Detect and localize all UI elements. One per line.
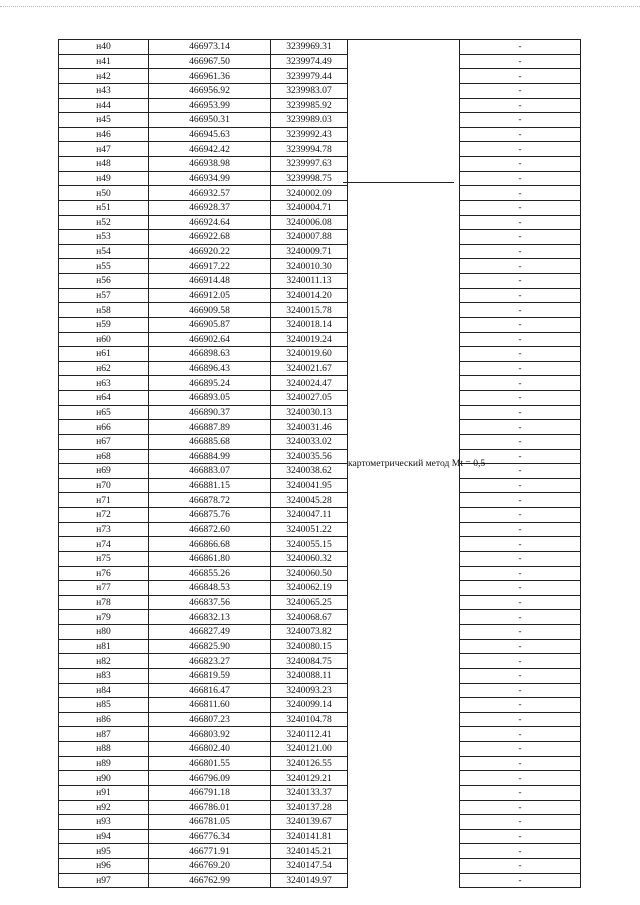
y-coordinate-cell: 3240145.21 xyxy=(271,844,348,859)
value-cell: - xyxy=(460,815,581,830)
y-coordinate-cell: 3239992.43 xyxy=(271,127,348,142)
x-coordinate-cell: 466791.18 xyxy=(149,785,271,800)
scan-top-edge xyxy=(0,6,640,7)
table-row xyxy=(59,742,581,757)
point-id-cell: н50 xyxy=(59,186,149,201)
value-cell: - xyxy=(460,785,581,800)
table-row xyxy=(59,698,581,713)
table-row xyxy=(59,829,581,844)
y-coordinate-cell: 3240019.24 xyxy=(271,332,348,347)
y-coordinate-cell: 3240129.21 xyxy=(271,771,348,786)
y-coordinate-cell: 3240015.78 xyxy=(271,303,348,318)
point-id-cell: н61 xyxy=(59,347,149,362)
point-id-cell: н85 xyxy=(59,698,149,713)
y-coordinate-cell: 3240112.41 xyxy=(271,727,348,742)
table-row xyxy=(59,303,581,318)
point-id-cell: н95 xyxy=(59,844,149,859)
table-row xyxy=(59,288,581,303)
point-id-cell: н47 xyxy=(59,142,149,157)
point-id-cell: н76 xyxy=(59,566,149,581)
coordinates-table xyxy=(58,39,581,888)
point-id-cell: н56 xyxy=(59,274,149,289)
x-coordinate-cell: 466866.68 xyxy=(149,537,271,552)
point-id-cell: н64 xyxy=(59,391,149,406)
table-row xyxy=(59,873,581,888)
y-coordinate-cell: 3240033.02 xyxy=(271,434,348,449)
point-id-cell: н43 xyxy=(59,83,149,98)
table-row xyxy=(59,464,581,479)
table-row xyxy=(59,844,581,859)
value-cell: - xyxy=(460,464,581,479)
value-cell: - xyxy=(460,274,581,289)
value-cell: - xyxy=(460,712,581,727)
point-id-cell: н84 xyxy=(59,683,149,698)
y-coordinate-cell: 3240060.32 xyxy=(271,551,348,566)
value-cell: - xyxy=(460,434,581,449)
value-cell: - xyxy=(460,859,581,874)
point-id-cell: н63 xyxy=(59,376,149,391)
x-coordinate-cell: 466890.37 xyxy=(149,405,271,420)
x-coordinate-cell: 466861.80 xyxy=(149,551,271,566)
x-coordinate-cell: 466811.60 xyxy=(149,698,271,713)
point-id-cell: н45 xyxy=(59,113,149,128)
x-coordinate-cell: 466942.42 xyxy=(149,142,271,157)
y-coordinate-cell: 3240068.67 xyxy=(271,610,348,625)
value-cell: - xyxy=(460,771,581,786)
value-cell: - xyxy=(460,551,581,566)
y-coordinate-cell: 3240030.13 xyxy=(271,405,348,420)
value-cell: - xyxy=(460,83,581,98)
table-row xyxy=(59,244,581,259)
x-coordinate-cell: 466801.55 xyxy=(149,756,271,771)
point-id-cell: н57 xyxy=(59,288,149,303)
y-coordinate-cell: 3240010.30 xyxy=(271,259,348,274)
x-coordinate-cell: 466973.14 xyxy=(149,40,271,55)
point-id-cell: н44 xyxy=(59,98,149,113)
x-coordinate-cell: 466893.05 xyxy=(149,391,271,406)
x-coordinate-cell: 466909.58 xyxy=(149,303,271,318)
table-row xyxy=(59,771,581,786)
x-coordinate-cell: 466928.37 xyxy=(149,200,271,215)
y-coordinate-cell: 3240073.82 xyxy=(271,625,348,640)
point-id-cell: н69 xyxy=(59,464,149,479)
table-row xyxy=(59,756,581,771)
value-cell: - xyxy=(460,288,581,303)
y-coordinate-cell: 3240024.47 xyxy=(271,376,348,391)
y-coordinate-cell: 3240007.88 xyxy=(271,230,348,245)
x-coordinate-cell: 466771.91 xyxy=(149,844,271,859)
point-id-cell: н66 xyxy=(59,420,149,435)
table-row xyxy=(59,127,581,142)
value-cell: - xyxy=(460,200,581,215)
value-cell: - xyxy=(460,595,581,610)
value-cell: - xyxy=(460,727,581,742)
point-id-cell: н80 xyxy=(59,625,149,640)
x-coordinate-cell: 466884.99 xyxy=(149,449,271,464)
x-coordinate-cell: 466885.68 xyxy=(149,434,271,449)
table-row xyxy=(59,478,581,493)
point-id-cell: н94 xyxy=(59,829,149,844)
x-coordinate-cell: 466832.13 xyxy=(149,610,271,625)
x-coordinate-cell: 466924.64 xyxy=(149,215,271,230)
table-row xyxy=(59,259,581,274)
value-cell: - xyxy=(460,508,581,523)
point-id-cell: н53 xyxy=(59,230,149,245)
value-cell: - xyxy=(460,420,581,435)
table-row xyxy=(59,347,581,362)
y-coordinate-cell: 3240045.28 xyxy=(271,493,348,508)
point-id-cell: н40 xyxy=(59,40,149,55)
x-coordinate-cell: 466945.63 xyxy=(149,127,271,142)
table-row xyxy=(59,610,581,625)
value-cell: - xyxy=(460,54,581,69)
value-cell: - xyxy=(460,698,581,713)
x-coordinate-cell: 466855.26 xyxy=(149,566,271,581)
x-coordinate-cell: 466807.23 xyxy=(149,712,271,727)
value-cell: - xyxy=(460,215,581,230)
table-row xyxy=(59,405,581,420)
point-id-cell: н81 xyxy=(59,639,149,654)
y-coordinate-cell: 3239998.75 xyxy=(271,171,348,186)
table-row xyxy=(59,551,581,566)
value-cell: - xyxy=(460,683,581,698)
value-cell: - xyxy=(460,625,581,640)
y-coordinate-cell: 3239989.03 xyxy=(271,113,348,128)
point-id-cell: н48 xyxy=(59,157,149,172)
point-id-cell: н42 xyxy=(59,69,149,84)
value-cell: - xyxy=(460,449,581,464)
value-cell: - xyxy=(460,668,581,683)
value-cell: - xyxy=(460,113,581,128)
point-id-cell: н77 xyxy=(59,581,149,596)
table-row xyxy=(59,391,581,406)
value-cell: - xyxy=(460,873,581,888)
value-cell: - xyxy=(460,40,581,55)
table-row xyxy=(59,712,581,727)
point-id-cell: н49 xyxy=(59,171,149,186)
point-id-cell: н67 xyxy=(59,434,149,449)
x-coordinate-cell: 466938.98 xyxy=(149,157,271,172)
point-id-cell: н89 xyxy=(59,756,149,771)
point-id-cell: н70 xyxy=(59,478,149,493)
x-coordinate-cell: 466872.60 xyxy=(149,522,271,537)
table-row xyxy=(59,142,581,157)
point-id-cell: н82 xyxy=(59,654,149,669)
y-coordinate-cell: 3240051.22 xyxy=(271,522,348,537)
point-id-cell: н78 xyxy=(59,595,149,610)
x-coordinate-cell: 466769.20 xyxy=(149,859,271,874)
point-id-cell: н52 xyxy=(59,215,149,230)
y-coordinate-cell: 3240047.11 xyxy=(271,508,348,523)
method-cell-divider xyxy=(343,182,454,183)
value-cell: - xyxy=(460,829,581,844)
point-id-cell: н46 xyxy=(59,127,149,142)
x-coordinate-cell: 466819.59 xyxy=(149,668,271,683)
value-cell: - xyxy=(460,69,581,84)
value-cell: - xyxy=(460,493,581,508)
x-coordinate-cell: 466902.64 xyxy=(149,332,271,347)
table-row xyxy=(59,522,581,537)
table-row xyxy=(59,595,581,610)
value-cell: - xyxy=(460,230,581,245)
value-cell: - xyxy=(460,800,581,815)
table-row xyxy=(59,508,581,523)
y-coordinate-cell: 3240055.15 xyxy=(271,537,348,552)
table-row xyxy=(59,40,581,55)
x-coordinate-cell: 466895.24 xyxy=(149,376,271,391)
point-id-cell: н93 xyxy=(59,815,149,830)
point-id-cell: н41 xyxy=(59,54,149,69)
y-coordinate-cell: 3240133.37 xyxy=(271,785,348,800)
table-row xyxy=(59,54,581,69)
table-row xyxy=(59,654,581,669)
table-row xyxy=(59,376,581,391)
y-coordinate-cell: 3240104.78 xyxy=(271,712,348,727)
y-coordinate-cell: 3240019.60 xyxy=(271,347,348,362)
y-coordinate-cell: 3239983.07 xyxy=(271,83,348,98)
table-row xyxy=(59,625,581,640)
y-coordinate-cell: 3240038.62 xyxy=(271,464,348,479)
point-id-cell: н92 xyxy=(59,800,149,815)
value-cell: - xyxy=(460,742,581,757)
x-coordinate-cell: 466823.27 xyxy=(149,654,271,669)
value-cell: - xyxy=(460,317,581,332)
y-coordinate-cell: 3240121.00 xyxy=(271,742,348,757)
y-coordinate-cell: 3240137.28 xyxy=(271,800,348,815)
value-cell: - xyxy=(460,186,581,201)
y-coordinate-cell: 3240011.13 xyxy=(271,274,348,289)
point-id-cell: н86 xyxy=(59,712,149,727)
y-coordinate-cell: 3240141.81 xyxy=(271,829,348,844)
value-cell: - xyxy=(460,127,581,142)
point-id-cell: н79 xyxy=(59,610,149,625)
table-row xyxy=(59,785,581,800)
table-row xyxy=(59,157,581,172)
x-coordinate-cell: 466896.43 xyxy=(149,361,271,376)
point-id-cell: н54 xyxy=(59,244,149,259)
x-coordinate-cell: 466932.57 xyxy=(149,186,271,201)
y-coordinate-cell: 3240031.46 xyxy=(271,420,348,435)
table-row xyxy=(59,361,581,376)
table-row xyxy=(59,683,581,698)
table-row xyxy=(59,800,581,815)
y-coordinate-cell: 3240084.75 xyxy=(271,654,348,669)
table-row xyxy=(59,668,581,683)
y-coordinate-cell: 3240147.54 xyxy=(271,859,348,874)
point-id-cell: н62 xyxy=(59,361,149,376)
y-coordinate-cell: 3240149.97 xyxy=(271,873,348,888)
y-coordinate-cell: 3239997.63 xyxy=(271,157,348,172)
x-coordinate-cell: 466953.99 xyxy=(149,98,271,113)
x-coordinate-cell: 466917.22 xyxy=(149,259,271,274)
table-row xyxy=(59,449,581,464)
x-coordinate-cell: 466883.07 xyxy=(149,464,271,479)
x-coordinate-cell: 466898.63 xyxy=(149,347,271,362)
x-coordinate-cell: 466922.68 xyxy=(149,230,271,245)
point-id-cell: н51 xyxy=(59,200,149,215)
table-row xyxy=(59,727,581,742)
value-cell: - xyxy=(460,361,581,376)
y-coordinate-cell: 3240062.19 xyxy=(271,581,348,596)
x-coordinate-cell: 466914.48 xyxy=(149,274,271,289)
y-coordinate-cell: 3240021.67 xyxy=(271,361,348,376)
x-coordinate-cell: 466816.47 xyxy=(149,683,271,698)
x-coordinate-cell: 466837.56 xyxy=(149,595,271,610)
value-cell: - xyxy=(460,347,581,362)
table-row xyxy=(59,215,581,230)
value-cell: - xyxy=(460,756,581,771)
x-coordinate-cell: 466762.99 xyxy=(149,873,271,888)
value-cell: - xyxy=(460,537,581,552)
x-coordinate-cell: 466920.22 xyxy=(149,244,271,259)
y-coordinate-cell: 3239979.44 xyxy=(271,69,348,84)
table-row xyxy=(59,581,581,596)
table-row xyxy=(59,113,581,128)
value-cell: - xyxy=(460,98,581,113)
x-coordinate-cell: 466956.92 xyxy=(149,83,271,98)
table-row xyxy=(59,200,581,215)
value-cell: - xyxy=(460,332,581,347)
y-coordinate-cell: 3240009.71 xyxy=(271,244,348,259)
value-cell: - xyxy=(460,244,581,259)
x-coordinate-cell: 466887.89 xyxy=(149,420,271,435)
y-coordinate-cell: 3240099.14 xyxy=(271,698,348,713)
table-row xyxy=(59,537,581,552)
y-coordinate-cell: 3240014.20 xyxy=(271,288,348,303)
point-id-cell: н72 xyxy=(59,508,149,523)
y-coordinate-cell: 3240139.67 xyxy=(271,815,348,830)
point-id-cell: н71 xyxy=(59,493,149,508)
value-cell: - xyxy=(460,157,581,172)
table-row xyxy=(59,332,581,347)
point-id-cell: н97 xyxy=(59,873,149,888)
x-coordinate-cell: 466934.99 xyxy=(149,171,271,186)
y-coordinate-cell: 3240088.11 xyxy=(271,668,348,683)
y-coordinate-cell: 3239985.92 xyxy=(271,98,348,113)
table-row xyxy=(59,98,581,113)
point-id-cell: н91 xyxy=(59,785,149,800)
table-row xyxy=(59,83,581,98)
x-coordinate-cell: 466825.90 xyxy=(149,639,271,654)
point-id-cell: н74 xyxy=(59,537,149,552)
table-row xyxy=(59,420,581,435)
x-coordinate-cell: 466803.92 xyxy=(149,727,271,742)
value-cell: - xyxy=(460,259,581,274)
point-id-cell: н90 xyxy=(59,771,149,786)
value-cell: - xyxy=(460,522,581,537)
value-cell: - xyxy=(460,478,581,493)
y-coordinate-cell: 3240041.95 xyxy=(271,478,348,493)
x-coordinate-cell: 466881.15 xyxy=(149,478,271,493)
y-coordinate-cell: 3240018.14 xyxy=(271,317,348,332)
x-coordinate-cell: 466878.72 xyxy=(149,493,271,508)
value-cell: - xyxy=(460,610,581,625)
y-coordinate-cell: 3240080.15 xyxy=(271,639,348,654)
y-coordinate-cell: 3240035.56 xyxy=(271,449,348,464)
y-coordinate-cell: 3240004.71 xyxy=(271,200,348,215)
x-coordinate-cell: 466802.40 xyxy=(149,742,271,757)
y-coordinate-cell: 3240065.25 xyxy=(271,595,348,610)
point-id-cell: н96 xyxy=(59,859,149,874)
x-coordinate-cell: 466961.36 xyxy=(149,69,271,84)
point-id-cell: н75 xyxy=(59,551,149,566)
y-coordinate-cell: 3240006.08 xyxy=(271,215,348,230)
point-id-cell: н55 xyxy=(59,259,149,274)
y-coordinate-cell: 3239974.49 xyxy=(271,54,348,69)
point-id-cell: н65 xyxy=(59,405,149,420)
x-coordinate-cell: 466827.49 xyxy=(149,625,271,640)
value-cell: - xyxy=(460,376,581,391)
method-cell xyxy=(348,40,486,888)
table-row xyxy=(59,274,581,289)
x-coordinate-cell: 466967.50 xyxy=(149,54,271,69)
method-label: картометрический метод Mt = 0,5 xyxy=(348,458,486,470)
table-row xyxy=(59,69,581,84)
table-row xyxy=(59,434,581,449)
table-row xyxy=(59,186,581,201)
point-id-cell: н60 xyxy=(59,332,149,347)
value-cell: - xyxy=(460,844,581,859)
x-coordinate-cell: 466781.05 xyxy=(149,815,271,830)
table-row xyxy=(59,566,581,581)
x-coordinate-cell: 466950.31 xyxy=(149,113,271,128)
x-coordinate-cell: 466912.05 xyxy=(149,288,271,303)
value-cell: - xyxy=(460,639,581,654)
value-cell: - xyxy=(460,581,581,596)
x-coordinate-cell: 466796.09 xyxy=(149,771,271,786)
point-id-cell: н58 xyxy=(59,303,149,318)
point-id-cell: н59 xyxy=(59,317,149,332)
x-coordinate-cell: 466786.01 xyxy=(149,800,271,815)
table-row xyxy=(59,317,581,332)
coordinates-table-body xyxy=(59,40,581,888)
x-coordinate-cell: 466905.87 xyxy=(149,317,271,332)
point-id-cell: н68 xyxy=(59,449,149,464)
table-row xyxy=(59,639,581,654)
value-cell: - xyxy=(460,566,581,581)
table-row xyxy=(59,815,581,830)
value-cell: - xyxy=(460,142,581,157)
y-coordinate-cell: 3239994.78 xyxy=(271,142,348,157)
table-row xyxy=(59,171,581,186)
y-coordinate-cell: 3240060.50 xyxy=(271,566,348,581)
value-cell: - xyxy=(460,654,581,669)
point-id-cell: н87 xyxy=(59,727,149,742)
value-cell: - xyxy=(460,405,581,420)
value-cell: - xyxy=(460,303,581,318)
x-coordinate-cell: 466848.53 xyxy=(149,581,271,596)
y-coordinate-cell: 3239969.31 xyxy=(271,40,348,55)
point-id-cell: н88 xyxy=(59,742,149,757)
point-id-cell: н83 xyxy=(59,668,149,683)
y-coordinate-cell: 3240126.55 xyxy=(271,756,348,771)
x-coordinate-cell: 466875.76 xyxy=(149,508,271,523)
value-cell: - xyxy=(460,391,581,406)
value-cell: - xyxy=(460,171,581,186)
table-row xyxy=(59,230,581,245)
table-row xyxy=(59,859,581,874)
y-coordinate-cell: 3240027.05 xyxy=(271,391,348,406)
x-coordinate-cell: 466776.34 xyxy=(149,829,271,844)
point-id-cell: н73 xyxy=(59,522,149,537)
y-coordinate-cell: 3240093.23 xyxy=(271,683,348,698)
table-row xyxy=(59,493,581,508)
y-coordinate-cell: 3240002.09 xyxy=(271,186,348,201)
